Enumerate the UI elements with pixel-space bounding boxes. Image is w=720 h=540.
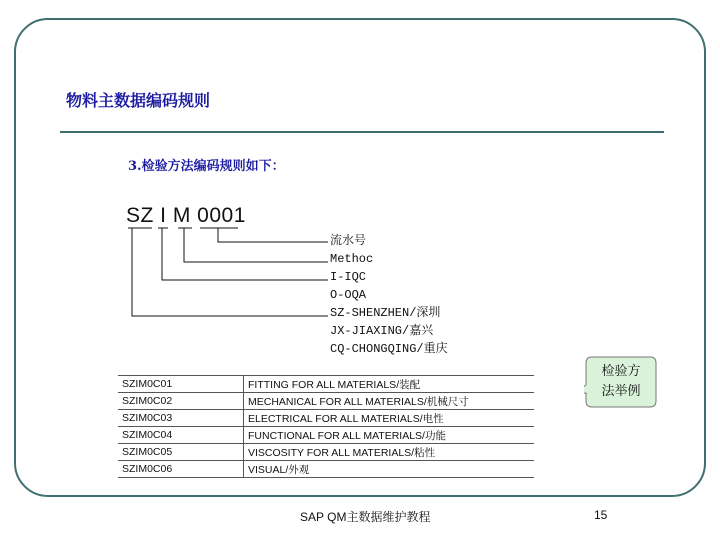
table-row	[118, 410, 534, 427]
legend-oqa: O-OQA	[330, 288, 367, 302]
example-code: SZIM0C03	[118, 410, 244, 427]
example-code: SZIM0C04	[118, 427, 244, 444]
code-format-example: SZ I M 0001	[126, 204, 246, 227]
callout-line-2: 法举例	[601, 384, 641, 399]
slide-title: 物料主数据编码规则	[66, 91, 211, 110]
table-row	[118, 461, 534, 478]
example-code: SZIM0C05	[118, 444, 244, 461]
connector-site	[132, 228, 328, 316]
callout-label	[590, 362, 652, 402]
table-row	[118, 376, 534, 393]
example-desc: ELECTRICAL FOR ALL MATERIALS/电性	[244, 410, 535, 427]
legend-method: Methoc	[330, 252, 374, 266]
legend-chongqing: CQ-CHONGQING/重庆	[330, 342, 448, 356]
legend-serial: 流水号	[330, 234, 367, 248]
example-desc: FUNCTIONAL FOR ALL MATERIALS/功能	[244, 427, 535, 444]
table-row	[118, 393, 534, 410]
legend-jiaxing: JX-JIAXING/嘉兴	[330, 324, 434, 338]
footer-text: SAP QM主数据维护教程	[300, 510, 431, 524]
connector-type	[162, 228, 328, 280]
example-desc: MECHANICAL FOR ALL MATERIALS/机械尺寸	[244, 393, 535, 410]
page-number: 15	[594, 508, 608, 522]
table-row	[118, 427, 534, 444]
section-subtitle: 3.检验方法编码规则如下：	[128, 159, 285, 174]
examples-table	[118, 375, 534, 478]
callout-line-1: 检验方	[601, 364, 641, 379]
example-code: SZIM0C06	[118, 461, 244, 478]
example-desc: FITTING FOR ALL MATERIALS/装配	[244, 376, 535, 393]
legend-iqc: I-IQC	[330, 270, 367, 284]
legend-shenzhen: SZ-SHENZHEN/深圳	[330, 306, 441, 320]
table-row	[118, 444, 534, 461]
example-code: SZIM0C02	[118, 393, 244, 410]
connector-serial	[218, 228, 328, 242]
example-code: SZIM0C01	[118, 376, 244, 393]
example-desc: VISCOSITY FOR ALL MATERIALS/粘性	[244, 444, 535, 461]
connector-method	[184, 228, 328, 262]
example-desc: VISUAL/外观	[244, 461, 535, 478]
